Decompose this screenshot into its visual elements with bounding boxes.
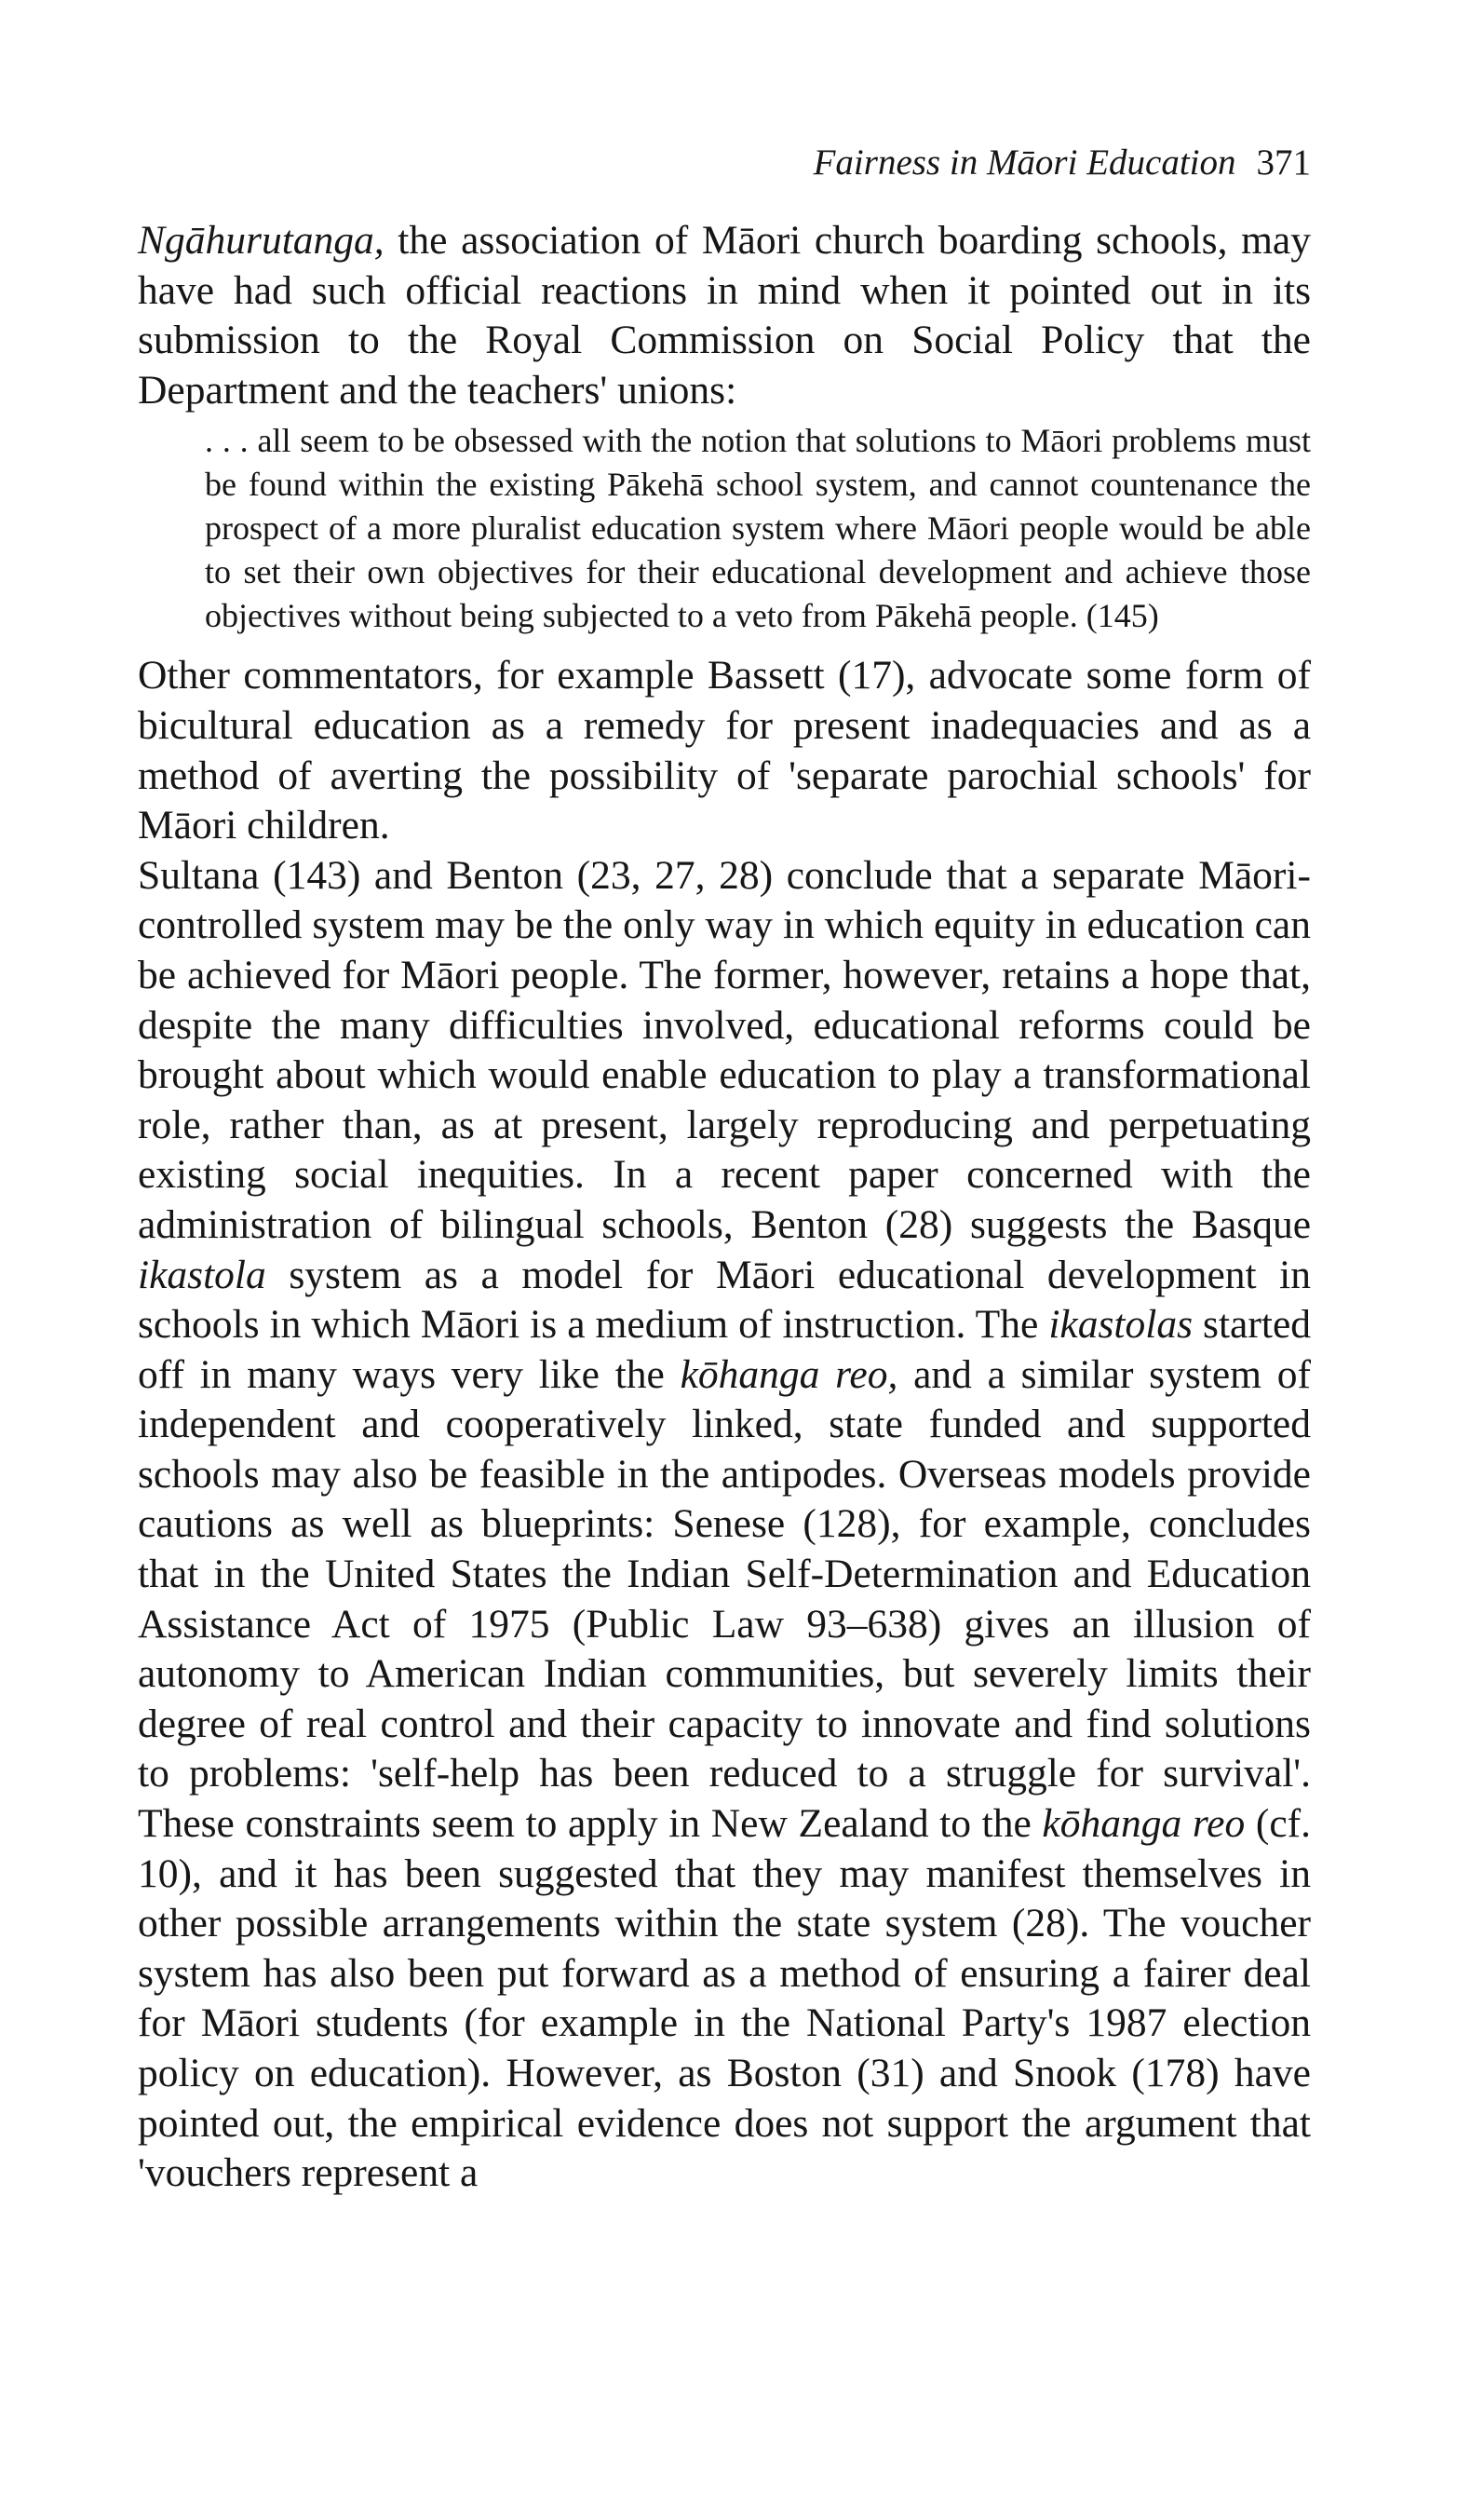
paragraph-3-text-4: and a similar system of independent and cooperatively linked, state funded and supported schools may also be feasible in the antipodes. Overseas models provide cautions as well as blueprints: Senese (128), for example, concludes that in the United States the Indian Self-Determination and Education Assistance Act of 1975 (Public Law 93–638) gives an illusion of autonomy to American Indian communities, but severely limits their degree of real control and their capacity to innovate and find solutions to problems: 'self-help has been reduced to a struggle for survival'. These constraints seem to apply in New Zealand to the — [138, 1351, 1311, 1847]
paragraph-3 — [138, 851, 1311, 2199]
page-number: 371 — [1256, 142, 1311, 183]
body-text — [138, 216, 1311, 2199]
paragraph-1-italic-term: Ngāhurutanga, — [138, 218, 384, 263]
paragraph-3-text-1: Sultana (143) and Benton (23, 27, 28) conclude that a separate Māori-controlled system may be the only way in which equity in education can be achieved for Māori people. The former, however, retains a hope that, despite the many difficulties involved, educational reforms could be brought about which would enable education to play a transformational role, rather than, as at present, largely reproducing and perpetuating existing social inequities. In a recent paper concerned with the administration of bilingual schools, Benton (28) suggests the Basque — [138, 852, 1311, 1247]
block-quote: . . . all seem to be obsessed with the notion that solutions to Māori problems must be found within the existing Pākehā school system, and cannot countenance the prospect of a more pluralist education system where Māori people would be able to set their own objectives for their educational development and achieve those objectives without being subjected to a veto from Pākehā people. (145) — [205, 422, 1311, 635]
paragraph-1 — [138, 216, 1311, 415]
paragraph-3-italic-2: ikastolas — [1048, 1302, 1193, 1348]
paragraph-3-italic-1: ikastola — [138, 1252, 266, 1297]
paragraph-3-italic-3: kōhanga reo, — [680, 1351, 898, 1397]
paragraph-3-text-3: started off in many ways very like the — [138, 1302, 1311, 1397]
paragraph-2: Other commentators, for example Bassett (17), advocate some form of bicultural education as a remedy for present inadequacies and as a method of averting the possibility of 'separate parochial schools' for Māori children. — [138, 653, 1311, 848]
paragraph-3-italic-4: kōhanga reo — [1042, 1801, 1246, 1847]
paragraph-3-text-2: system as a model for Māori educational development in schools in which Māori is a medium of instruction. The — [138, 1252, 1311, 1348]
running-head — [814, 142, 1311, 183]
paragraph-1-text: the association of Māori church boarding schools, may have had such official reactions in mind when it pointed out in its submission to the Royal Commission on Social Policy that the Department and the teachers' unions: — [138, 218, 1311, 413]
paragraph-3-text-5: (cf. 10), and it has been suggested that they may manifest themselves in other possible arrangements within the state system (28). The voucher system has also been put forward as a method of ensuring a fairer deal for Māori students (for example in the National Party's 1987 election policy on education). However, as Boston (31) and Snook (178) have pointed out, the empirical evidence does not support the argument that 'vouchers represent a — [138, 1801, 1312, 2196]
running-head-title: Fairness in Māori Education — [813, 142, 1236, 183]
